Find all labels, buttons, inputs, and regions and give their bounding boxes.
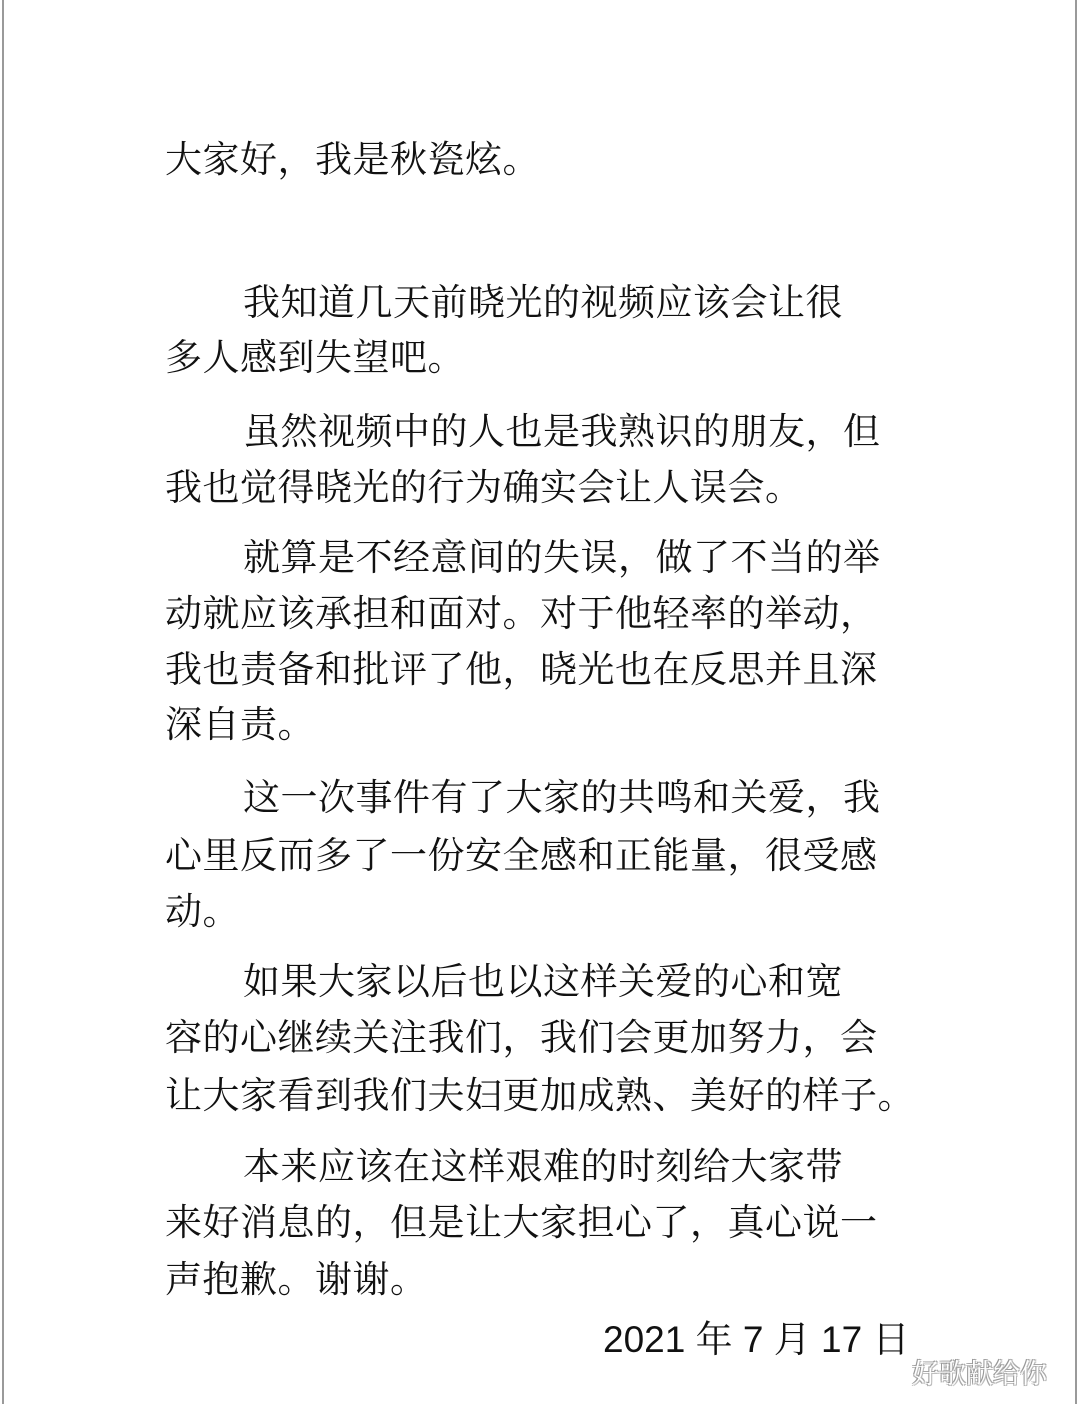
letter-date: 2021 年 7 月 17 日 <box>603 1319 910 1360</box>
paragraph-5-line: 让大家看到我们夫妇更加成熟、美好的样子。 <box>165 1075 915 1116</box>
paragraph-2-line: 虽然视频中的人也是我熟识的朋友，但 <box>243 411 881 452</box>
paragraph-6-line: 本来应该在这样艰难的时刻给大家带 <box>243 1146 843 1187</box>
paragraph-4-line: 心里反而多了一份安全感和正能量，很受感 <box>165 835 878 876</box>
paragraph-1-line: 多人感到失望吧。 <box>165 337 465 378</box>
paragraph-6-line: 来好消息的，但是让大家担心了，真心说一 <box>165 1202 878 1243</box>
greeting: 大家好，我是秋瓷炫。 <box>165 139 540 180</box>
paragraph-4-line: 这一次事件有了大家的共鸣和关爱，我 <box>243 777 881 818</box>
paragraph-3-line: 我也责备和批评了他，晓光也在反思并且深 <box>165 649 878 690</box>
paragraph-5-line: 如果大家以后也以这样关爱的心和宽 <box>243 961 843 1002</box>
paragraph-5-line: 容的心继续关注我们，我们会更加努力，会 <box>165 1017 878 1058</box>
paragraph-4-line: 动。 <box>165 891 240 932</box>
page-border-left <box>2 0 4 1404</box>
paragraph-6-line: 声抱歉。谢谢。 <box>165 1259 428 1300</box>
paragraph-3-line: 就算是不经意间的失误，做了不当的举 <box>243 537 881 578</box>
paragraph-3-line: 动就应该承担和面对。对于他轻率的举动， <box>165 593 878 634</box>
paragraph-2-line: 我也觉得晓光的行为确实会让人误会。 <box>165 467 803 508</box>
paragraph-1-line: 我知道几天前晓光的视频应该会让很 <box>243 282 843 323</box>
page-border-right <box>1075 0 1077 1404</box>
paragraph-3-line: 深自责。 <box>165 704 315 745</box>
watermark: 好歌献给你 <box>912 1359 1047 1389</box>
